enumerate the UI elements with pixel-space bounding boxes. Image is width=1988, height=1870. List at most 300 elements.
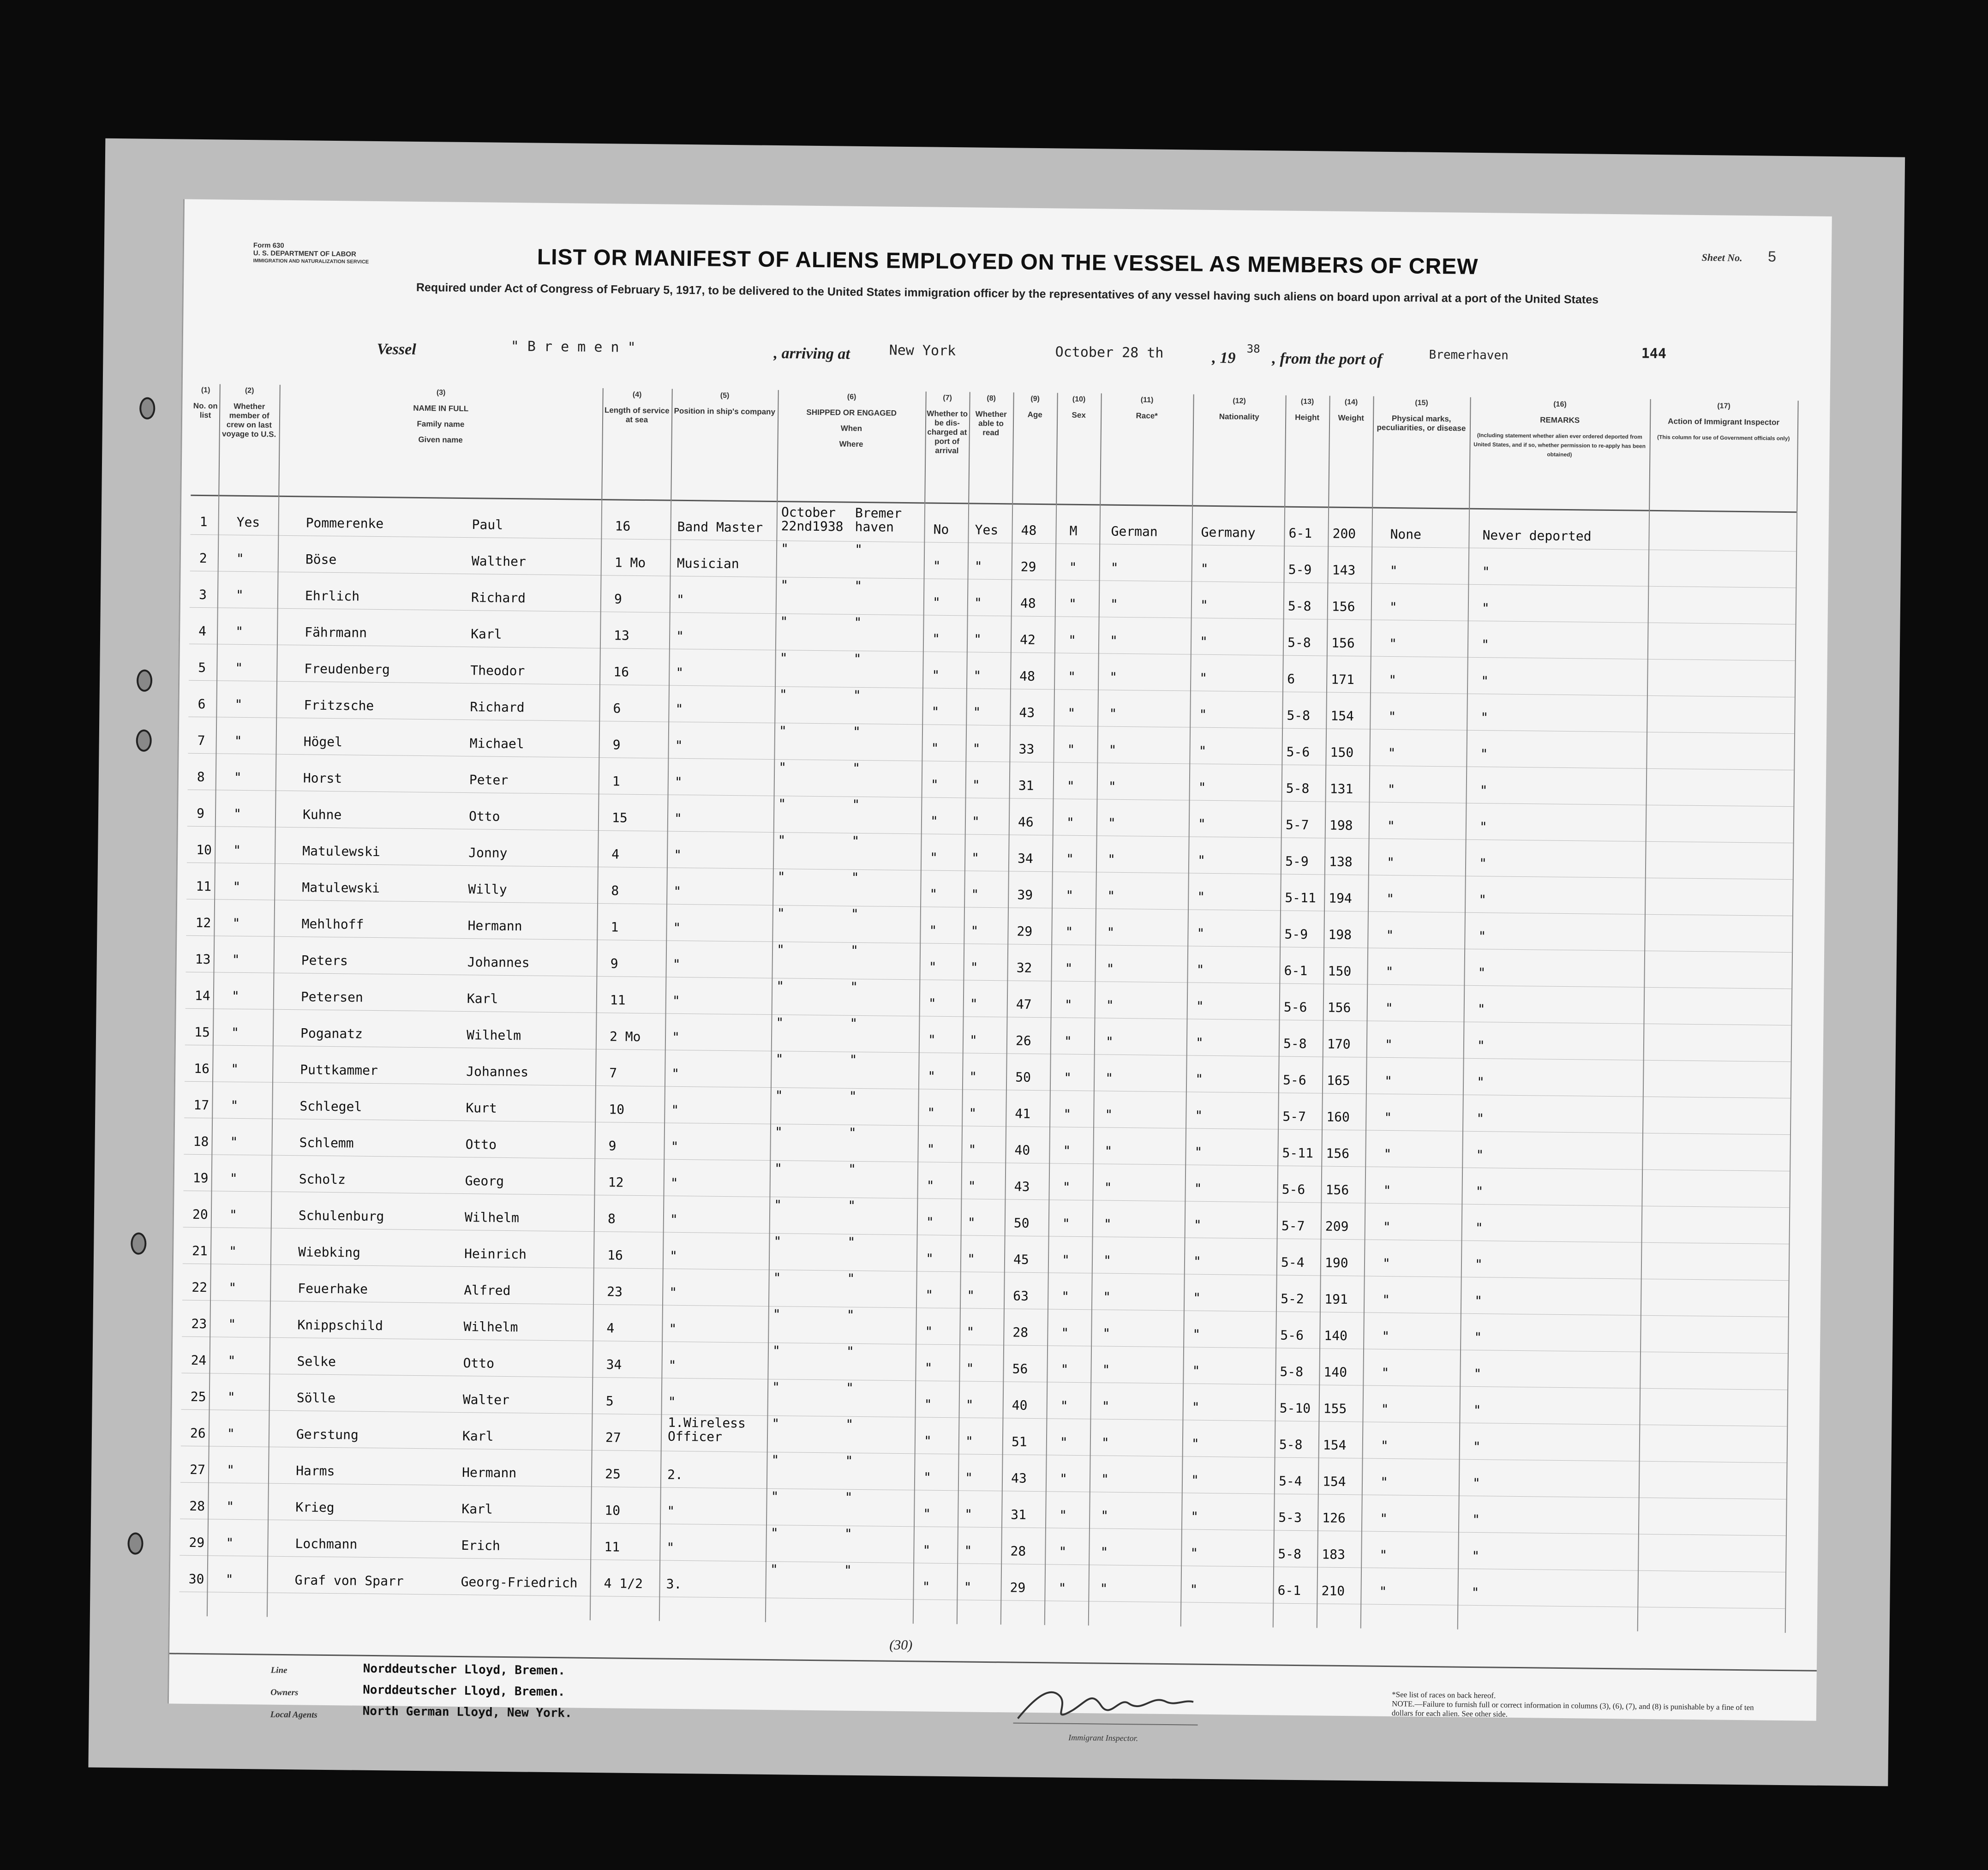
cell-where: " xyxy=(845,1453,853,1468)
cell-prev: " xyxy=(235,660,243,676)
cell-weight: 198 xyxy=(1329,817,1353,833)
cell-given: Hermann xyxy=(461,1465,517,1481)
cell-position: " xyxy=(674,774,683,790)
cell-discharged: " xyxy=(930,813,939,829)
cell-remarks: " xyxy=(1482,564,1490,580)
agents-label: Local Agents xyxy=(270,1709,317,1720)
cell-where: " xyxy=(854,614,862,630)
cell-service: 7 xyxy=(609,1065,617,1081)
cell-given: Jonny xyxy=(468,845,508,861)
cell-height: 5-6 xyxy=(1282,1072,1306,1088)
service: IMMIGRATION AND NATURALIZATION SERVICE xyxy=(253,258,369,265)
column-header xyxy=(601,388,673,500)
cell-family: Mehlhoff xyxy=(301,916,364,932)
cell-sex: " xyxy=(1063,1143,1071,1158)
cell-where: " xyxy=(848,1198,856,1213)
cell-given: Peter xyxy=(469,772,509,788)
cell-where: " xyxy=(851,869,859,885)
cell-service: 34 xyxy=(606,1357,622,1373)
cell-where: " xyxy=(852,760,861,776)
cell-age: 43 xyxy=(1014,1179,1030,1194)
inspector-signature xyxy=(1008,1677,1203,1734)
cell-height: 5-4 xyxy=(1278,1473,1302,1489)
cell-prev: " xyxy=(226,1498,234,1514)
cell-when: " xyxy=(778,833,786,848)
cell-no: 22 xyxy=(192,1279,208,1295)
cell-marks: " xyxy=(1385,1000,1393,1016)
cell-weight: 156 xyxy=(1327,1000,1351,1016)
cell-family: Fährmann xyxy=(305,624,367,641)
cell-family: Schlemm xyxy=(299,1135,354,1151)
cell-where: " xyxy=(844,1526,852,1541)
cell-position: " xyxy=(671,1139,679,1154)
cell-given: Richard xyxy=(471,590,526,606)
cell-discharged: " xyxy=(929,886,938,902)
binder-hole xyxy=(136,730,152,752)
cell-nationality: " xyxy=(1192,1363,1200,1379)
cell-marks: " xyxy=(1380,1438,1389,1454)
cell-discharged: " xyxy=(932,667,940,683)
column-number: (7) xyxy=(943,394,952,402)
cell-position: " xyxy=(674,847,682,863)
cell-read: " xyxy=(969,1069,977,1085)
cell-weight: 194 xyxy=(1329,890,1353,906)
column-label: Whether able to read xyxy=(975,409,1007,438)
cell-when: " xyxy=(773,1270,781,1286)
cell-when: " xyxy=(774,1124,783,1140)
cell-family: Selke xyxy=(297,1354,336,1370)
cell-when: " xyxy=(775,1088,783,1103)
cell-position: " xyxy=(670,1175,678,1191)
cell-prev: Yes xyxy=(236,514,260,530)
cell-when: " xyxy=(774,1161,783,1176)
cell-where: " xyxy=(845,1380,854,1396)
cell-read: " xyxy=(974,558,982,574)
cell-service: 1 xyxy=(611,919,619,935)
vessel-name: " B r e m e n " xyxy=(510,338,636,356)
cell-service: 10 xyxy=(605,1503,621,1518)
cell-marks: " xyxy=(1383,1182,1391,1199)
cell-height: 6 xyxy=(1287,671,1295,687)
column-header xyxy=(671,389,779,501)
cell-remarks: " xyxy=(1481,673,1489,689)
cell-when: " xyxy=(780,541,789,557)
column-label: Whether to be dis-charged at port of arrival xyxy=(927,409,968,456)
cell-service: 15 xyxy=(611,810,628,826)
cell-race: " xyxy=(1107,851,1116,867)
cell-family: Gerstung xyxy=(296,1426,359,1443)
cell-sex: " xyxy=(1060,1361,1069,1377)
cell-position: Musician xyxy=(677,555,739,572)
cell-height: 6-1 xyxy=(1288,525,1312,541)
cell-service: 12 xyxy=(608,1175,624,1190)
cell-prev: " xyxy=(235,587,244,603)
cell-family: Matulewski xyxy=(302,843,380,860)
cell-marks: " xyxy=(1389,599,1397,615)
cell-when: October 22nd1938 xyxy=(781,504,844,534)
cell-discharged: " xyxy=(922,1579,930,1594)
cell-read: " xyxy=(973,668,982,683)
cell-discharged: " xyxy=(923,1506,931,1522)
cell-position: " xyxy=(675,737,683,753)
cell-height: 6-1 xyxy=(1277,1582,1301,1599)
cell-prev: " xyxy=(229,1170,238,1186)
owners-value: Norddeutscher Lloyd, Bremen. xyxy=(363,1683,565,1699)
cell-height: 5-8 xyxy=(1278,1546,1302,1562)
cell-race: " xyxy=(1103,1253,1112,1268)
cell-discharged: " xyxy=(926,1178,934,1193)
cell-height: 5-6 xyxy=(1280,1327,1304,1343)
cell-nationality: " xyxy=(1191,1472,1199,1488)
cell-family: Böse xyxy=(305,551,337,568)
cell-discharged: " xyxy=(927,1141,935,1157)
cell-weight: 140 xyxy=(1324,1328,1348,1344)
cell-sex: " xyxy=(1059,1544,1067,1559)
cell-family: Horst xyxy=(303,770,342,786)
cell-weight: 190 xyxy=(1324,1255,1348,1271)
cell-race: " xyxy=(1107,924,1115,940)
column-label: Height xyxy=(1295,413,1320,422)
cell-given: Karl xyxy=(471,626,502,642)
column-number: (4) xyxy=(632,390,642,399)
cell-race: " xyxy=(1101,1435,1109,1450)
cell-discharged: " xyxy=(932,594,940,610)
cell-no: 28 xyxy=(189,1498,205,1514)
cell-weight: 160 xyxy=(1326,1109,1350,1125)
cell-prev: " xyxy=(227,1462,235,1478)
cell-given: Georg-Friedrich xyxy=(461,1574,578,1591)
cell-given: Heinrich xyxy=(464,1246,527,1262)
cell-discharged: " xyxy=(925,1324,933,1339)
cell-weight: 126 xyxy=(1322,1510,1346,1526)
column-label: NAME IN FULL xyxy=(413,403,469,414)
cell-sex: " xyxy=(1069,559,1077,575)
cell-remarks: " xyxy=(1480,710,1489,725)
cell-family: Fritzsche xyxy=(304,697,374,713)
cell-prev: " xyxy=(231,988,240,1004)
cell-discharged: " xyxy=(932,631,940,647)
cell-when: " xyxy=(773,1234,782,1249)
cell-marks: " xyxy=(1380,1510,1388,1527)
cell-where: " xyxy=(852,797,860,812)
cell-height: 5-8 xyxy=(1287,707,1311,724)
cell-where: " xyxy=(849,1088,857,1104)
binder-hole xyxy=(127,1532,144,1554)
cell-weight: 150 xyxy=(1330,744,1354,761)
cell-remarks: " xyxy=(1474,1293,1483,1309)
cell-when: " xyxy=(772,1379,780,1395)
cell-when: " xyxy=(776,978,784,994)
cell-discharged: " xyxy=(923,1433,932,1449)
column-number: (8) xyxy=(987,394,996,403)
cell-age: 48 xyxy=(1019,668,1036,684)
cell-read: " xyxy=(971,887,979,902)
column-header xyxy=(1372,396,1471,508)
cell-sex: " xyxy=(1064,997,1072,1013)
cell-age: 29 xyxy=(1010,1580,1026,1595)
voyage-line xyxy=(224,335,1789,374)
cell-service: 9 xyxy=(612,737,621,753)
cell-sex: " xyxy=(1065,960,1073,976)
cell-sex: " xyxy=(1062,1179,1071,1195)
cell-when: " xyxy=(772,1416,780,1432)
cell-given: Walther xyxy=(471,553,527,569)
column-header xyxy=(1012,392,1058,503)
cell-prev: " xyxy=(229,1207,238,1223)
cell-height: 5-8 xyxy=(1287,598,1311,614)
cell-no: 14 xyxy=(194,988,210,1004)
cell-where: " xyxy=(853,651,862,666)
cell-height: 5-7 xyxy=(1285,817,1309,833)
cell-read: " xyxy=(973,631,982,647)
cell-remarks: " xyxy=(1477,1001,1485,1017)
cell-discharged: " xyxy=(928,995,936,1011)
cell-race: German xyxy=(1111,523,1158,539)
cell-read: " xyxy=(967,1251,976,1267)
cell-when: " xyxy=(777,869,785,885)
cell-sex: " xyxy=(1066,815,1075,830)
cell-race: " xyxy=(1101,1471,1109,1487)
cell-service: 9 xyxy=(610,956,618,971)
column-label: SHIPPED OR ENGAGED xyxy=(806,408,897,418)
cell-position: 3. xyxy=(666,1576,682,1592)
cell-nationality: " xyxy=(1195,1071,1204,1087)
column-header xyxy=(1056,393,1102,504)
cell-age: 40 xyxy=(1014,1142,1030,1158)
manifest-page xyxy=(107,148,1877,1758)
cell-weight: 210 xyxy=(1321,1583,1345,1599)
cell-service: 10 xyxy=(609,1102,625,1117)
cell-read: " xyxy=(970,959,978,975)
cell-service: 4 xyxy=(606,1320,615,1336)
cell-nationality: " xyxy=(1191,1509,1199,1524)
cell-read: " xyxy=(969,1105,977,1121)
cell-height: 5-4 xyxy=(1281,1254,1305,1271)
cell-marks: " xyxy=(1383,1146,1392,1162)
cell-prev: " xyxy=(233,879,241,894)
cell-no: 20 xyxy=(192,1206,208,1223)
cell-nationality: Germany xyxy=(1201,524,1256,540)
cell-family: Peters xyxy=(301,953,348,969)
cell-given: Theodor xyxy=(470,663,525,679)
cell-position: " xyxy=(668,1357,677,1373)
cell-read: " xyxy=(974,595,982,611)
cell-position: " xyxy=(672,993,680,1008)
departure-port: Bremerhaven xyxy=(1429,348,1509,363)
cell-nationality: " xyxy=(1200,597,1208,613)
cell-remarks: " xyxy=(1481,637,1490,653)
cell-read: " xyxy=(964,1470,973,1486)
cell-age: 48 xyxy=(1020,595,1036,611)
cell-family: Harms xyxy=(295,1463,335,1479)
cell-race: " xyxy=(1108,815,1116,831)
cell-read: " xyxy=(964,1543,972,1558)
cell-sex: " xyxy=(1064,1033,1072,1049)
cell-weight: 171 xyxy=(1331,671,1354,688)
column-label: Race* xyxy=(1136,411,1158,420)
cell-remarks: " xyxy=(1474,1329,1482,1345)
cell-age: 63 xyxy=(1013,1288,1029,1304)
cell-sex: " xyxy=(1066,851,1074,867)
cell-family: Matulewski xyxy=(302,880,380,896)
cell-marks: " xyxy=(1382,1292,1390,1308)
cell-when: " xyxy=(774,1197,782,1213)
cell-position: " xyxy=(671,1029,680,1045)
page-total: (30) xyxy=(889,1637,913,1653)
cell-discharged: " xyxy=(927,1105,935,1121)
cell-sex: " xyxy=(1065,924,1073,940)
cell-prev: " xyxy=(232,915,240,931)
cell-marks: " xyxy=(1379,1583,1387,1600)
cell-weight: 209 xyxy=(1325,1218,1349,1235)
cell-no: 23 xyxy=(191,1316,207,1332)
cell-marks: " xyxy=(1384,1037,1393,1053)
cell-service: 8 xyxy=(611,883,619,899)
cell-marks: " xyxy=(1381,1365,1389,1381)
cell-height: 5-9 xyxy=(1288,562,1312,578)
cell-read: " xyxy=(965,1397,974,1413)
column-number: (9) xyxy=(1030,395,1040,403)
cell-when: " xyxy=(772,1307,781,1322)
cell-sex: M xyxy=(1069,523,1078,539)
cell-marks: " xyxy=(1389,563,1398,579)
column-number: (12) xyxy=(1233,397,1246,405)
cell-sex: " xyxy=(1067,705,1076,721)
cell-marks: " xyxy=(1386,891,1395,907)
cell-no: 24 xyxy=(191,1352,207,1368)
cell-position: " xyxy=(676,592,685,607)
arrival-date: October 28 th xyxy=(1055,344,1164,361)
cell-nationality: " xyxy=(1197,889,1205,905)
cell-where: " xyxy=(853,687,861,703)
list-count: 144 xyxy=(1641,345,1667,362)
cell-age: 39 xyxy=(1017,887,1033,903)
cell-remarks: " xyxy=(1479,856,1487,871)
cell-given: Wilhelm xyxy=(464,1210,520,1226)
cell-remarks: " xyxy=(1472,1548,1480,1564)
cell-sex: " xyxy=(1059,1471,1068,1486)
cell-sex: " xyxy=(1066,778,1075,794)
cell-race: " xyxy=(1109,706,1117,721)
cell-remarks: " xyxy=(1472,1475,1481,1491)
column-header xyxy=(924,391,970,503)
cell-remarks: " xyxy=(1479,892,1487,908)
cell-where: " xyxy=(845,1416,854,1432)
column-number: (13) xyxy=(1300,397,1314,406)
cell-given: Otto xyxy=(463,1355,495,1371)
cell-race: " xyxy=(1108,742,1117,758)
cell-service: 9 xyxy=(614,591,623,607)
column-header xyxy=(1100,393,1194,505)
cell-marks: " xyxy=(1382,1255,1391,1271)
manifest-title: LIST OR MANIFEST OF ALIENS EMPLOYED ON THE VESSEL AS MEMBERS OF CREW xyxy=(537,245,1479,279)
cell-prev: " xyxy=(230,1097,239,1113)
cell-when: " xyxy=(771,1489,779,1504)
cell-service: 16 xyxy=(615,518,631,534)
cell-read: " xyxy=(971,814,980,829)
column-header xyxy=(1192,394,1287,506)
cell-service: 8 xyxy=(607,1211,616,1227)
cell-position: " xyxy=(673,920,681,935)
cell-family: Sölle xyxy=(296,1390,336,1406)
cell-position: " xyxy=(669,1284,677,1300)
cell-service: 2 Mo xyxy=(609,1029,641,1045)
cell-where: " xyxy=(846,1343,854,1359)
cell-read: " xyxy=(966,1324,975,1340)
cell-no: 6 xyxy=(198,696,206,712)
cell-no: 1 xyxy=(199,514,208,530)
cell-race: " xyxy=(1102,1398,1110,1414)
cell-no: 11 xyxy=(196,878,212,894)
cell-height: 5-10 xyxy=(1279,1400,1311,1416)
cell-race: " xyxy=(1101,1508,1109,1523)
cell-family: Feuerhake xyxy=(298,1281,368,1297)
cell-no: 17 xyxy=(193,1097,210,1113)
column-header xyxy=(218,384,281,495)
column-number: (16) xyxy=(1553,400,1567,408)
cell-service: 27 xyxy=(605,1430,621,1445)
cell-given: Alfred xyxy=(464,1283,511,1299)
cell-no: 29 xyxy=(189,1534,205,1551)
cell-where: " xyxy=(848,1125,856,1140)
cell-height: 5-8 xyxy=(1279,1437,1303,1453)
cell-remarks: " xyxy=(1473,1366,1482,1382)
cell-service: 1 xyxy=(612,773,620,789)
cell-service: 1 Mo xyxy=(614,555,646,571)
cell-position: " xyxy=(669,1321,677,1337)
cell-marks: None xyxy=(1390,526,1422,542)
year-label: , 19 xyxy=(1212,349,1236,367)
cell-given: Otto xyxy=(468,809,500,824)
cell-discharged: No xyxy=(933,521,949,537)
column-header xyxy=(1469,397,1651,510)
column-label: Age xyxy=(1027,410,1042,420)
cell-service: 4 xyxy=(611,846,620,862)
cell-read: " xyxy=(967,1215,976,1230)
cell-when: " xyxy=(779,687,787,702)
cell-sex: " xyxy=(1060,1434,1068,1450)
column-label: No. on list xyxy=(193,401,218,420)
cell-sex: " xyxy=(1061,1289,1070,1304)
agents-value: North German Lloyd, New York. xyxy=(362,1704,572,1720)
cell-when: " xyxy=(775,1051,784,1067)
column-header xyxy=(1328,396,1374,507)
column-number: (14) xyxy=(1344,398,1358,407)
cell-nationality: " xyxy=(1191,1436,1199,1451)
cell-age: 50 xyxy=(1013,1215,1030,1231)
cell-given: Otto xyxy=(465,1137,497,1152)
cell-service: 11 xyxy=(610,992,626,1008)
column-label: Length of service at sea xyxy=(604,406,670,425)
form-number: Form 630 xyxy=(253,241,284,250)
cell-height: 5-8 xyxy=(1287,635,1311,651)
cell-position: " xyxy=(671,1102,679,1118)
cell-nationality: " xyxy=(1195,1108,1203,1123)
cell-position: " xyxy=(671,1066,680,1081)
cell-where: " xyxy=(850,979,858,995)
column-label: REMARKS xyxy=(1540,415,1580,425)
cell-where: " xyxy=(846,1307,855,1323)
cell-sex: " xyxy=(1064,1070,1072,1085)
cell-sex: " xyxy=(1059,1507,1067,1523)
cell-race: " xyxy=(1105,1107,1113,1122)
cell-marks: " xyxy=(1389,635,1397,652)
cell-marks: " xyxy=(1386,854,1395,870)
cell-marks: " xyxy=(1383,1219,1391,1235)
cell-no: 16 xyxy=(194,1061,210,1077)
cell-discharged: " xyxy=(922,1542,931,1558)
inspector-label: Immigrant Inspector. xyxy=(1068,1732,1138,1743)
